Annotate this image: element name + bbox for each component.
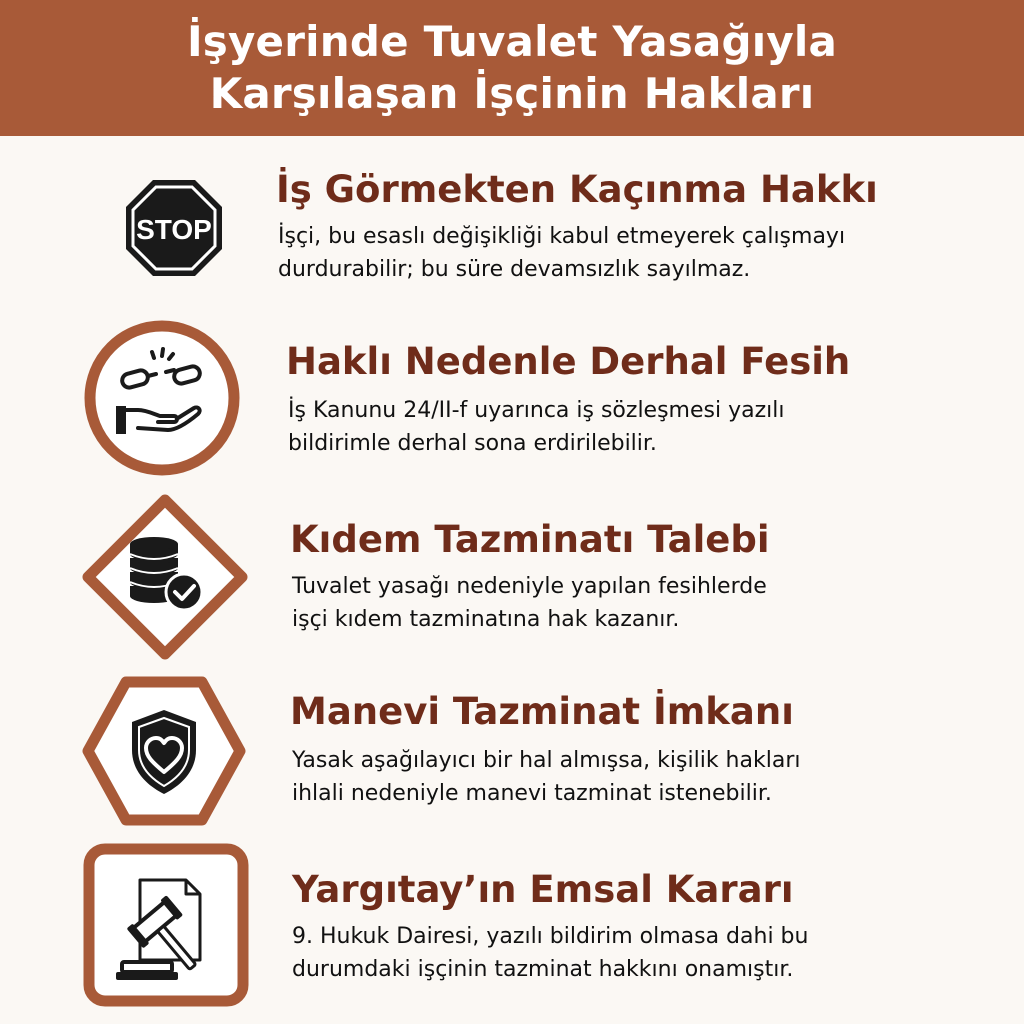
right-item-work-refusal: [0, 150, 1024, 300]
item-title: Haklı Nedenle Derhal Fesih: [286, 340, 851, 383]
right-item-supreme-court-precedent: [0, 842, 1024, 1012]
item-title: İş Görmekten Kaçınma Hakkı: [276, 168, 878, 211]
stop-sign-icon: [122, 176, 226, 280]
page-title-line-2: Karşılaşan İşçinin Hakları: [209, 69, 815, 118]
right-item-moral-damages: [0, 672, 1024, 832]
item-title: Kıdem Tazminatı Talebi: [290, 518, 770, 561]
item-description-line-2: ihlali nedeniyle manevi tazminat istenebilir.: [292, 781, 772, 806]
item-description-line-1: Yasak aşağılayıcı bir hal almışsa, kişilik hakları: [292, 748, 801, 773]
coin-stack-check-icon: [80, 492, 250, 662]
item-description-line-1: İşçi, bu esaslı değişikliği kabul etmeyerek çalışmayı: [278, 224, 846, 249]
item-description-line-1: 9. Hukuk Dairesi, yazılı bildirim olmasa dahi bu: [292, 924, 809, 949]
item-title: Yargıtay’ın Emsal Kararı: [292, 868, 794, 911]
item-description-line-2: işçi kıdem tazminatına hak kazanır.: [292, 607, 680, 632]
item-description-line-2: bildirimle derhal sona erdirilebilir.: [288, 431, 657, 456]
right-item-severance-claim: [0, 492, 1024, 662]
stop-sign-text: STOP: [136, 214, 212, 245]
item-description-line-2: durdurabilir; bu süre devamsızlık sayılmaz.: [278, 257, 751, 282]
right-item-immediate-termination: [0, 318, 1024, 478]
broken-chain-hand-icon: [82, 318, 242, 478]
item-title: Manevi Tazminat İmkanı: [290, 690, 794, 733]
item-description-line-1: İş Kanunu 24/II-f uyarınca iş sözleşmesi yazılı: [288, 398, 785, 423]
header-banner: [0, 0, 1024, 136]
item-description-line-1: Tuvalet yasağı nedeniyle yapılan fesihlerde: [292, 574, 767, 599]
page-title-line-1: İşyerinde Tuvalet Yasağıyla: [186, 17, 838, 66]
shield-heart-icon: [82, 676, 246, 826]
item-description-line-2: durumdaki işçinin tazminat hakkını onamıştır.: [292, 957, 794, 982]
gavel-document-icon: [82, 842, 250, 1008]
